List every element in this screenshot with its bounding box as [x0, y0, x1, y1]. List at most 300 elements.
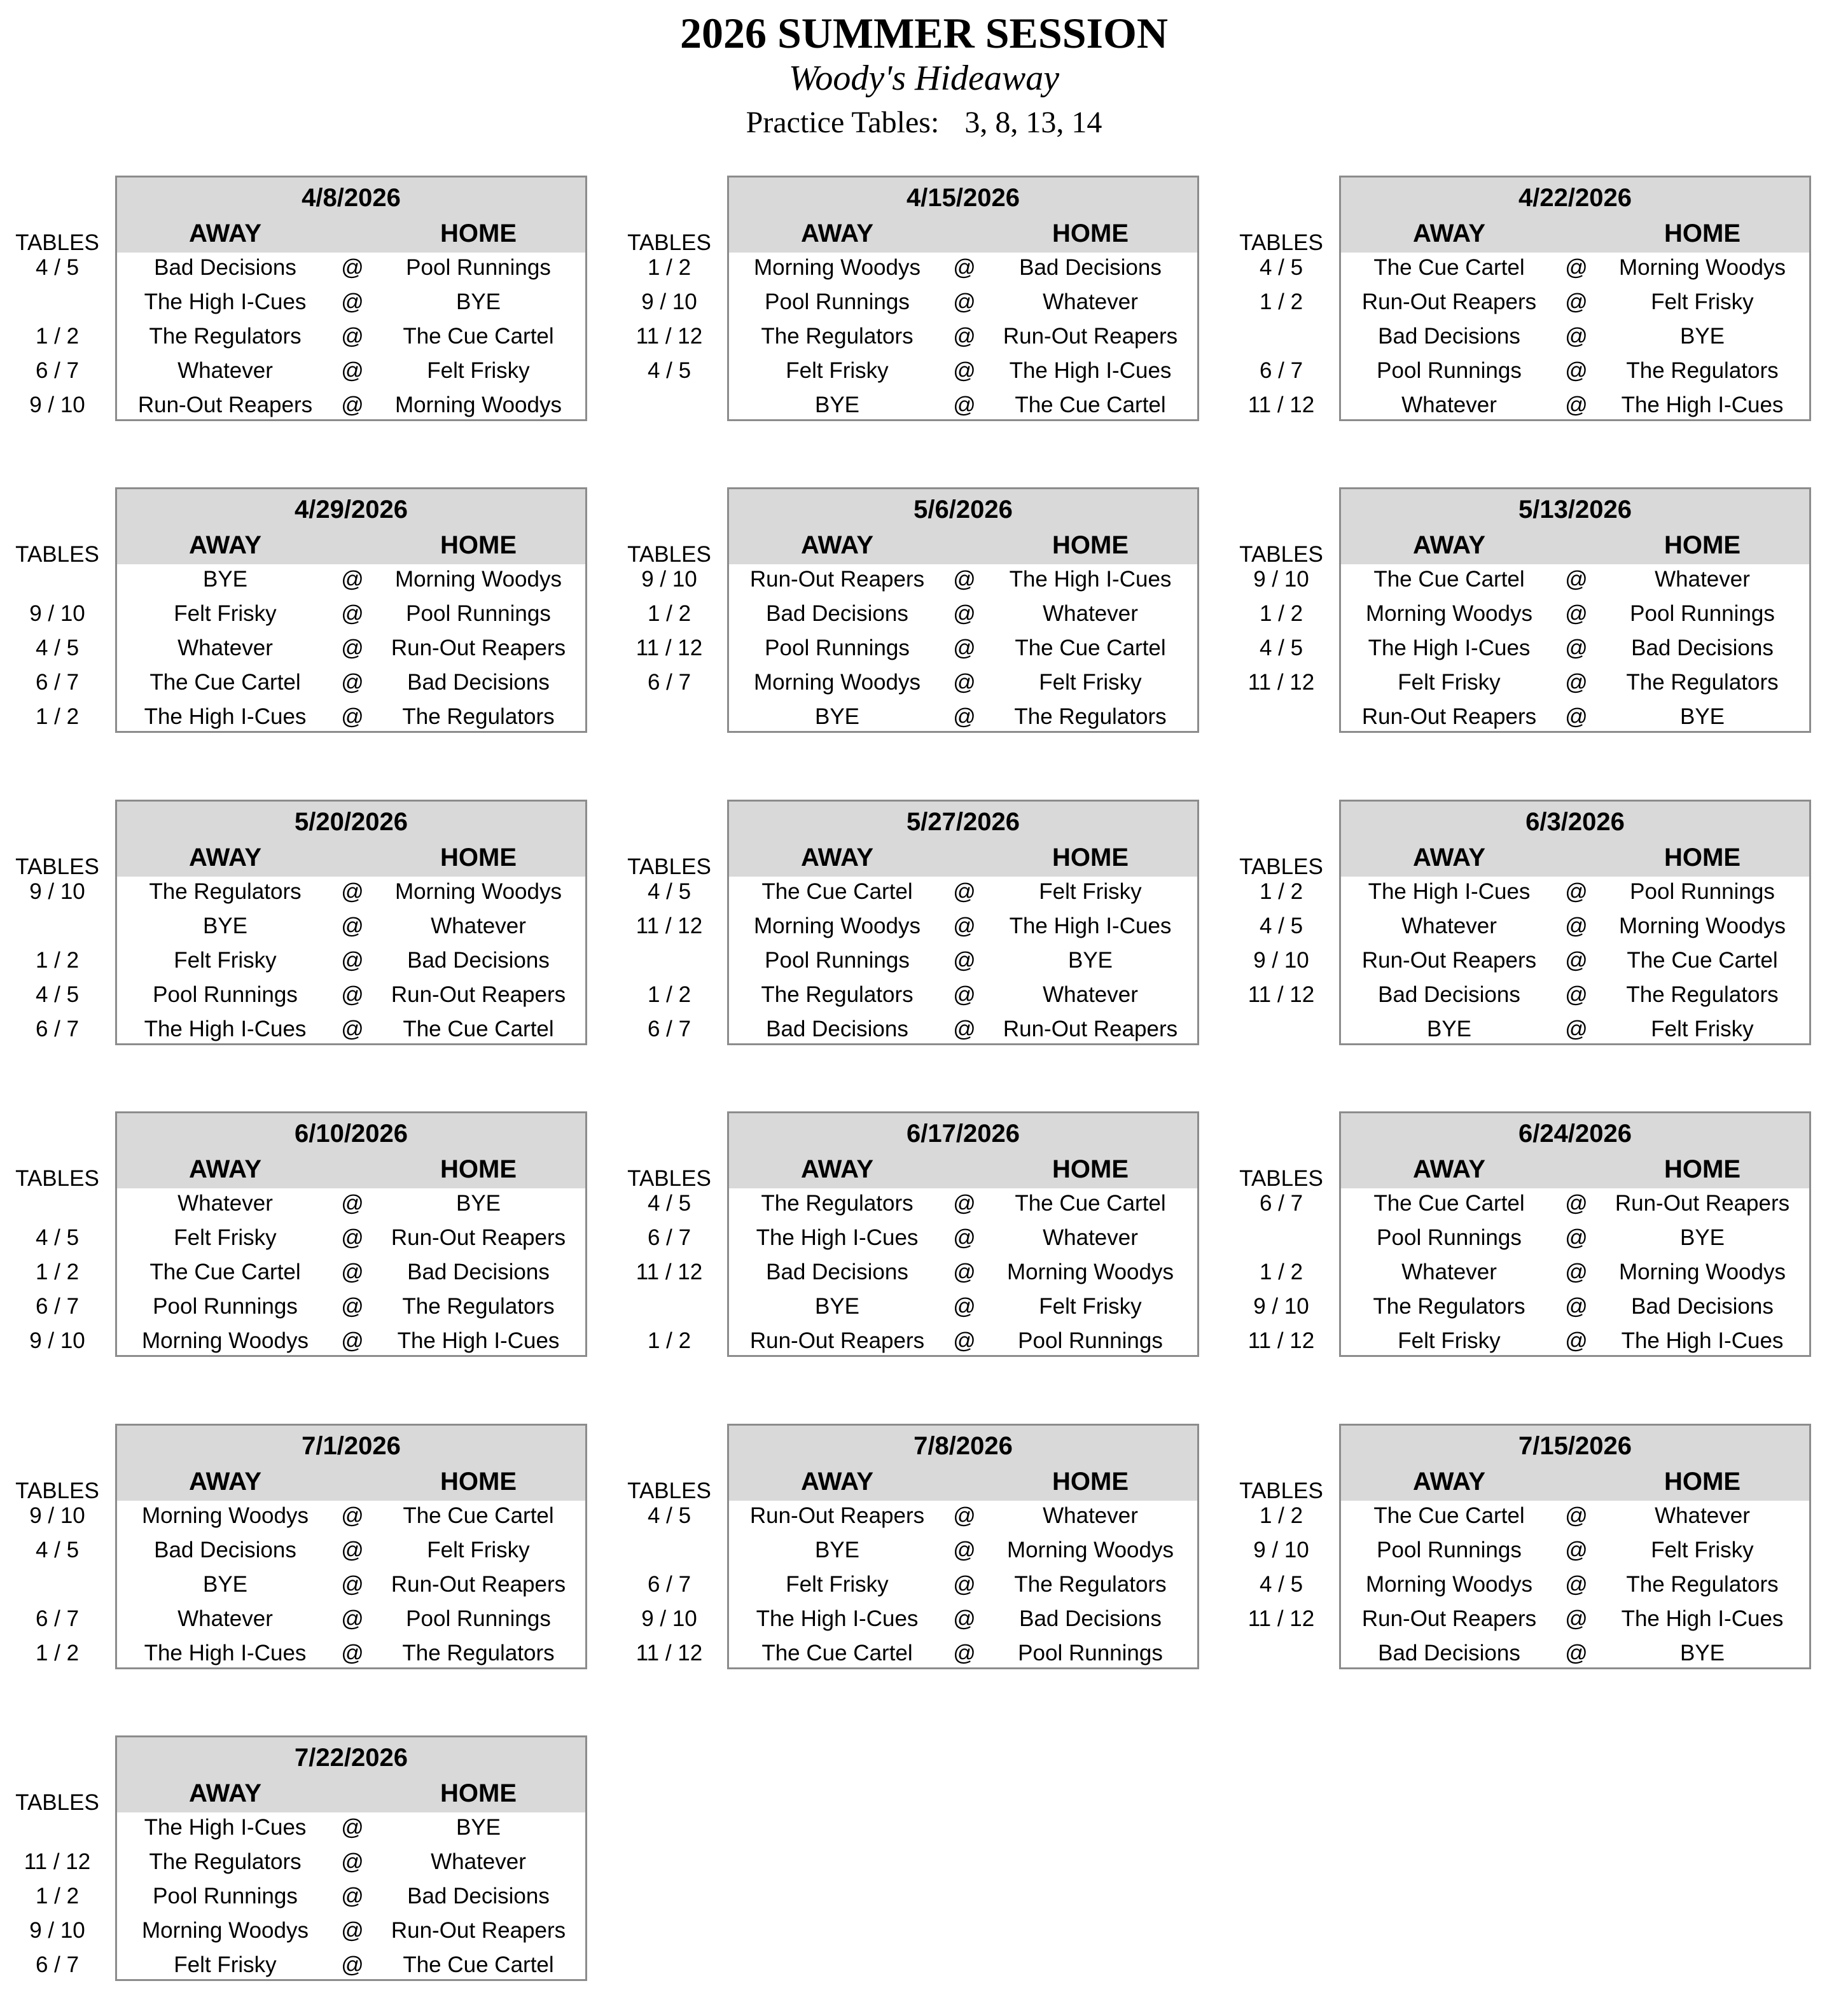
- at-symbol: @: [341, 636, 364, 660]
- match-row: [0, 1221, 587, 1255]
- table-numbers: 4 / 5: [1259, 914, 1303, 938]
- home-team: Morning Woodys: [395, 879, 562, 904]
- table-numbers: 6 / 7: [35, 670, 80, 695]
- home-team: Pool Runnings: [1018, 1328, 1163, 1353]
- match-table-header: [1341, 1113, 1809, 1188]
- away-team: Pool Runnings: [153, 982, 298, 1007]
- home-team: Felt Frisky: [1039, 670, 1142, 695]
- match-row: [0, 978, 587, 1012]
- away-team: Pool Runnings: [765, 636, 910, 660]
- match-row: [1224, 1602, 1811, 1636]
- at-symbol: @: [341, 1884, 364, 1908]
- week-schedule: [1224, 1111, 1796, 1359]
- table-numbers: 4 / 5: [647, 1503, 691, 1528]
- away-header: AWAY: [1412, 1155, 1486, 1183]
- match-row: [0, 251, 587, 285]
- match-row: [0, 1568, 587, 1602]
- home-team: Run-Out Reapers: [1615, 1191, 1790, 1216]
- home-header: HOME: [1664, 844, 1740, 872]
- match-row: [1224, 251, 1811, 285]
- match-row: [0, 1811, 587, 1845]
- at-symbol: @: [1565, 255, 1588, 280]
- at-symbol: @: [341, 879, 364, 904]
- week-schedule: [612, 1424, 1185, 1672]
- table-numbers: 6 / 7: [647, 1572, 691, 1597]
- home-team: Whatever: [431, 914, 526, 938]
- at-symbol: @: [1565, 324, 1588, 349]
- table-numbers: 6 / 7: [35, 1294, 80, 1319]
- home-header: HOME: [440, 844, 517, 872]
- away-team: Whatever: [177, 636, 273, 660]
- at-symbol: @: [1565, 879, 1588, 904]
- match-row: [612, 631, 1199, 665]
- home-team: Bad Decisions: [407, 670, 550, 695]
- home-team: Run-Out Reapers: [391, 1572, 566, 1597]
- match-row: [0, 1602, 587, 1636]
- match-row: [0, 1324, 587, 1358]
- table-numbers: 4 / 5: [35, 255, 80, 280]
- match-row: [1224, 1499, 1811, 1533]
- home-team: Morning Woodys: [1619, 255, 1786, 280]
- away-team: The Cue Cartel: [1373, 567, 1525, 592]
- match-row: [0, 665, 587, 700]
- at-symbol: @: [953, 670, 976, 695]
- away-team: Bad Decisions: [1378, 1641, 1520, 1665]
- match-row: [1224, 354, 1811, 388]
- home-header: HOME: [1664, 1155, 1740, 1183]
- at-symbol: @: [1565, 567, 1588, 592]
- away-team: Morning Woodys: [142, 1328, 309, 1353]
- match-row: [612, 1499, 1199, 1533]
- away-team: Morning Woodys: [754, 255, 921, 280]
- at-symbol: @: [341, 601, 364, 626]
- at-symbol: @: [341, 358, 364, 383]
- week-date: 7/22/2026: [295, 1744, 408, 1772]
- week-date: 7/8/2026: [914, 1432, 1013, 1460]
- at-symbol: @: [1565, 636, 1588, 660]
- home-team: Whatever: [1043, 1503, 1138, 1528]
- week-date: 7/15/2026: [1518, 1432, 1632, 1460]
- at-symbol: @: [953, 1606, 976, 1631]
- at-symbol: @: [341, 1260, 364, 1284]
- at-symbol: @: [341, 393, 364, 417]
- home-team: The Regulators: [1626, 670, 1779, 695]
- away-team: The Cue Cartel: [761, 879, 913, 904]
- table-numbers: 1 / 2: [1259, 1503, 1303, 1528]
- home-team: The Regulators: [1014, 704, 1167, 729]
- table-numbers: 9 / 10: [29, 601, 85, 626]
- away-header: AWAY: [800, 1468, 874, 1496]
- at-symbol: @: [953, 914, 976, 938]
- away-team: Bad Decisions: [1378, 324, 1520, 349]
- match-row: [0, 1533, 587, 1568]
- at-symbol: @: [341, 1328, 364, 1353]
- at-symbol: @: [953, 1225, 976, 1250]
- table-numbers: 9 / 10: [1253, 1538, 1309, 1562]
- match-table-header: [729, 1113, 1197, 1188]
- home-team: Felt Frisky: [427, 358, 530, 383]
- match-row: [0, 1845, 587, 1879]
- match-row: [1224, 388, 1811, 422]
- match-row: [612, 1636, 1199, 1671]
- match-row: [1224, 943, 1811, 978]
- table-numbers: 6 / 7: [35, 1606, 80, 1631]
- at-symbol: @: [341, 1849, 364, 1874]
- away-team: Run-Out Reapers: [137, 393, 313, 417]
- home-team: Felt Frisky: [1651, 289, 1754, 314]
- away-team: Felt Frisky: [174, 1225, 277, 1250]
- at-symbol: @: [341, 1225, 364, 1250]
- week-schedule: [0, 176, 573, 424]
- week-date: 6/24/2026: [1518, 1120, 1632, 1148]
- at-symbol: @: [1565, 1191, 1588, 1216]
- away-team: The Cue Cartel: [1373, 1503, 1525, 1528]
- match-row: [0, 1636, 587, 1671]
- match-table-header: [729, 489, 1197, 564]
- match-row: [0, 1012, 587, 1046]
- away-team: The Cue Cartel: [149, 1260, 301, 1284]
- home-team: Felt Frisky: [1651, 1017, 1754, 1041]
- away-team: The High I-Cues: [756, 1606, 919, 1631]
- home-team: Pool Runnings: [1630, 879, 1775, 904]
- away-team: BYE: [814, 393, 860, 417]
- away-team: The Regulators: [761, 982, 914, 1007]
- table-numbers: 4 / 5: [1259, 1572, 1303, 1597]
- table-numbers: 11 / 12: [636, 636, 703, 660]
- table-numbers: 1 / 2: [1259, 601, 1303, 626]
- away-team: Bad Decisions: [766, 1260, 908, 1284]
- away-team: Whatever: [177, 358, 273, 383]
- match-row: [1224, 909, 1811, 943]
- week-date: 5/6/2026: [914, 496, 1013, 524]
- away-header: AWAY: [800, 1155, 874, 1183]
- away-team: Pool Runnings: [1377, 1538, 1522, 1562]
- away-team: Morning Woodys: [142, 1503, 309, 1528]
- page-title: 2026 SUMMER SESSION: [679, 9, 1169, 57]
- table-numbers: 11 / 12: [636, 914, 703, 938]
- home-team: The High I-Cues: [1009, 358, 1172, 383]
- away-team: Felt Frisky: [174, 948, 277, 973]
- away-header: AWAY: [800, 531, 874, 559]
- away-team: The Cue Cartel: [761, 1641, 913, 1665]
- match-row: [0, 1948, 587, 1982]
- away-team: Bad Decisions: [154, 255, 296, 280]
- match-row: [612, 700, 1199, 734]
- away-team: BYE: [1426, 1017, 1472, 1041]
- at-symbol: @: [953, 358, 976, 383]
- away-team: Felt Frisky: [1398, 1328, 1501, 1353]
- at-symbol: @: [341, 982, 364, 1007]
- away-team: Whatever: [1401, 1260, 1497, 1284]
- home-team: Whatever: [1043, 1225, 1138, 1250]
- table-numbers: 9 / 10: [29, 1503, 85, 1528]
- away-team: Felt Frisky: [174, 601, 277, 626]
- away-team: The Regulators: [1373, 1294, 1525, 1319]
- table-numbers: 1 / 2: [647, 1328, 691, 1353]
- home-team: The Cue Cartel: [403, 1017, 554, 1041]
- at-symbol: @: [1565, 948, 1588, 973]
- home-team: Morning Woodys: [1007, 1538, 1174, 1562]
- at-symbol: @: [1565, 358, 1588, 383]
- away-team: Morning Woodys: [1366, 601, 1532, 626]
- away-team: The High I-Cues: [144, 289, 307, 314]
- home-team: Pool Runnings: [406, 601, 551, 626]
- table-numbers: 4 / 5: [35, 1225, 80, 1250]
- home-team: Pool Runnings: [406, 255, 551, 280]
- table-numbers: 6 / 7: [1259, 1191, 1303, 1216]
- away-header: AWAY: [188, 1468, 262, 1496]
- home-team: Bad Decisions: [407, 948, 550, 973]
- week-schedule: [612, 176, 1185, 424]
- at-symbol: @: [953, 289, 976, 314]
- away-team: The High I-Cues: [144, 1641, 307, 1665]
- match-row: [1224, 700, 1811, 734]
- table-numbers: 4 / 5: [1259, 255, 1303, 280]
- away-team: Morning Woodys: [754, 670, 921, 695]
- table-numbers: 1 / 2: [35, 324, 80, 349]
- home-team: BYE: [1679, 324, 1725, 349]
- home-team: BYE: [1679, 1641, 1725, 1665]
- at-symbol: @: [1565, 1017, 1588, 1041]
- away-team: Bad Decisions: [766, 601, 908, 626]
- home-header: HOME: [440, 1468, 517, 1496]
- at-symbol: @: [1565, 982, 1588, 1007]
- match-row: [1224, 1636, 1811, 1671]
- home-team: Morning Woodys: [1619, 914, 1786, 938]
- home-header: HOME: [1664, 219, 1740, 247]
- match-row: [1224, 1186, 1811, 1221]
- match-table-header: [729, 1426, 1197, 1501]
- tables-header: TABLES: [15, 542, 99, 567]
- away-team: The Cue Cartel: [1373, 255, 1525, 280]
- match-row: [612, 1186, 1199, 1221]
- home-team: Whatever: [1655, 567, 1750, 592]
- at-symbol: @: [953, 636, 976, 660]
- away-team: Felt Frisky: [174, 1952, 277, 1977]
- home-header: HOME: [1052, 1468, 1129, 1496]
- match-row: [612, 251, 1199, 285]
- table-numbers: 4 / 5: [35, 636, 80, 660]
- home-team: The Cue Cartel: [1627, 948, 1778, 973]
- at-symbol: @: [341, 1952, 364, 1977]
- match-row: [612, 1602, 1199, 1636]
- at-symbol: @: [341, 1815, 364, 1840]
- tables-header: TABLES: [1239, 854, 1323, 879]
- match-row: [1224, 1324, 1811, 1358]
- practice-tables-value: 3, 8, 13, 14: [964, 106, 1102, 139]
- away-team: Pool Runnings: [1377, 1225, 1522, 1250]
- at-symbol: @: [341, 1606, 364, 1631]
- table-numbers: 9 / 10: [641, 289, 697, 314]
- at-symbol: @: [953, 1503, 976, 1528]
- home-team: The Regulators: [1626, 1572, 1779, 1597]
- home-team: The High I-Cues: [1009, 914, 1172, 938]
- table-numbers: 1 / 2: [35, 1641, 80, 1665]
- home-team: The Cue Cartel: [1015, 1191, 1166, 1216]
- match-table-header: [117, 177, 585, 253]
- home-team: Morning Woodys: [395, 567, 562, 592]
- at-symbol: @: [953, 601, 976, 626]
- tables-header: TABLES: [627, 854, 711, 879]
- at-symbol: @: [341, 1538, 364, 1562]
- home-team: Run-Out Reapers: [1003, 324, 1178, 349]
- match-table-header: [1341, 489, 1809, 564]
- away-team: The High I-Cues: [1368, 636, 1531, 660]
- match-row: [1224, 319, 1811, 354]
- home-header: HOME: [1052, 531, 1129, 559]
- table-numbers: 9 / 10: [29, 879, 85, 904]
- match-table-header: [1341, 1426, 1809, 1501]
- home-team: Bad Decisions: [1631, 1294, 1774, 1319]
- home-team: BYE: [455, 1815, 501, 1840]
- away-team: The Regulators: [761, 1191, 914, 1216]
- at-symbol: @: [341, 1191, 364, 1216]
- week-date: 5/13/2026: [1518, 496, 1632, 524]
- match-table-header: [117, 489, 585, 564]
- match-row: [612, 909, 1199, 943]
- home-team: Pool Runnings: [406, 1606, 551, 1631]
- home-team: BYE: [455, 289, 501, 314]
- home-team: Run-Out Reapers: [391, 1225, 566, 1250]
- match-row: [612, 562, 1199, 597]
- away-team: Pool Runnings: [153, 1294, 298, 1319]
- at-symbol: @: [341, 1918, 364, 1943]
- at-symbol: @: [1565, 1225, 1588, 1250]
- table-numbers: 1 / 2: [1259, 879, 1303, 904]
- at-symbol: @: [341, 1294, 364, 1319]
- home-team: BYE: [1067, 948, 1113, 973]
- table-numbers: 4 / 5: [647, 879, 691, 904]
- tables-header: TABLES: [627, 542, 711, 567]
- at-symbol: @: [953, 982, 976, 1007]
- table-numbers: 1 / 2: [647, 982, 691, 1007]
- table-numbers: 11 / 12: [636, 1260, 703, 1284]
- home-team: Whatever: [431, 1849, 526, 1874]
- table-numbers: 9 / 10: [641, 567, 697, 592]
- at-symbol: @: [341, 948, 364, 973]
- match-row: [612, 1324, 1199, 1358]
- away-team: The High I-Cues: [144, 1815, 307, 1840]
- at-symbol: @: [953, 1572, 976, 1597]
- at-symbol: @: [1565, 704, 1588, 729]
- at-symbol: @: [1565, 393, 1588, 417]
- match-row: [0, 597, 587, 631]
- week-schedule: [612, 1111, 1185, 1359]
- match-row: [0, 909, 587, 943]
- tables-header: TABLES: [15, 1478, 99, 1503]
- table-numbers: 6 / 7: [1259, 358, 1303, 383]
- match-table-header: [117, 1737, 585, 1812]
- home-header: HOME: [1052, 219, 1129, 247]
- at-symbol: @: [341, 289, 364, 314]
- at-symbol: @: [341, 1641, 364, 1665]
- match-row: [0, 1499, 587, 1533]
- table-numbers: 6 / 7: [35, 1952, 80, 1977]
- match-row: [0, 1255, 587, 1290]
- home-team: Bad Decisions: [407, 1884, 550, 1908]
- at-symbol: @: [1565, 601, 1588, 626]
- table-numbers: 11 / 12: [636, 1641, 703, 1665]
- match-row: [0, 1914, 587, 1948]
- home-team: Bad Decisions: [1019, 1606, 1162, 1631]
- table-numbers: 4 / 5: [647, 358, 691, 383]
- match-row: [1224, 1012, 1811, 1046]
- week-date: 4/15/2026: [907, 184, 1020, 212]
- table-numbers: 1 / 2: [647, 255, 691, 280]
- table-numbers: 11 / 12: [1247, 1328, 1315, 1353]
- at-symbol: @: [1565, 1538, 1588, 1562]
- at-symbol: @: [341, 914, 364, 938]
- tables-header: TABLES: [1239, 1478, 1323, 1503]
- table-numbers: 4 / 5: [35, 982, 80, 1007]
- away-team: Run-Out Reapers: [749, 1503, 925, 1528]
- table-numbers: 9 / 10: [1253, 567, 1309, 592]
- week-date: 4/29/2026: [295, 496, 408, 524]
- match-row: [0, 562, 587, 597]
- match-row: [612, 388, 1199, 422]
- home-team: Felt Frisky: [1039, 879, 1142, 904]
- away-team: Morning Woodys: [1366, 1572, 1532, 1597]
- week-date: 6/10/2026: [295, 1120, 408, 1148]
- home-team: Pool Runnings: [1630, 601, 1775, 626]
- practice-tables-label: Practice Tables:: [746, 106, 940, 139]
- home-team: Whatever: [1043, 982, 1138, 1007]
- at-symbol: @: [341, 1572, 364, 1597]
- at-symbol: @: [341, 1503, 364, 1528]
- match-row: [612, 319, 1199, 354]
- table-numbers: 1 / 2: [1259, 289, 1303, 314]
- at-symbol: @: [1565, 1294, 1588, 1319]
- away-team: Run-Out Reapers: [1361, 1606, 1537, 1631]
- match-row: [1224, 875, 1811, 909]
- table-numbers: 4 / 5: [1259, 636, 1303, 660]
- away-team: Pool Runnings: [153, 1884, 298, 1908]
- table-numbers: 1 / 2: [35, 704, 80, 729]
- away-team: Morning Woodys: [754, 914, 921, 938]
- at-symbol: @: [1565, 1641, 1588, 1665]
- away-header: AWAY: [1412, 531, 1486, 559]
- at-symbol: @: [953, 879, 976, 904]
- match-row: [1224, 285, 1811, 319]
- away-team: The High I-Cues: [756, 1225, 919, 1250]
- home-team: Felt Frisky: [1039, 1294, 1142, 1319]
- away-team: BYE: [814, 1538, 860, 1562]
- at-symbol: @: [953, 1260, 976, 1284]
- match-row: [612, 1221, 1199, 1255]
- match-table-header: [729, 177, 1197, 253]
- table-numbers: 6 / 7: [35, 358, 80, 383]
- match-row: [612, 1533, 1199, 1568]
- home-team: The High I-Cues: [1621, 1328, 1784, 1353]
- week-schedule: [0, 1424, 573, 1672]
- week-date: 6/17/2026: [907, 1120, 1020, 1148]
- home-header: HOME: [440, 1155, 517, 1183]
- match-row: [1224, 631, 1811, 665]
- at-symbol: @: [953, 948, 976, 973]
- away-team: Morning Woodys: [142, 1918, 309, 1943]
- at-symbol: @: [1565, 1503, 1588, 1528]
- table-numbers: 1 / 2: [35, 1884, 80, 1908]
- home-header: HOME: [1052, 1155, 1129, 1183]
- match-row: [1224, 978, 1811, 1012]
- match-table-header: [117, 802, 585, 877]
- home-header: HOME: [1052, 844, 1129, 872]
- table-numbers: 9 / 10: [29, 1328, 85, 1353]
- match-table-header: [1341, 802, 1809, 877]
- at-symbol: @: [953, 1328, 976, 1353]
- table-numbers: 11 / 12: [1247, 982, 1315, 1007]
- home-team: BYE: [455, 1191, 501, 1216]
